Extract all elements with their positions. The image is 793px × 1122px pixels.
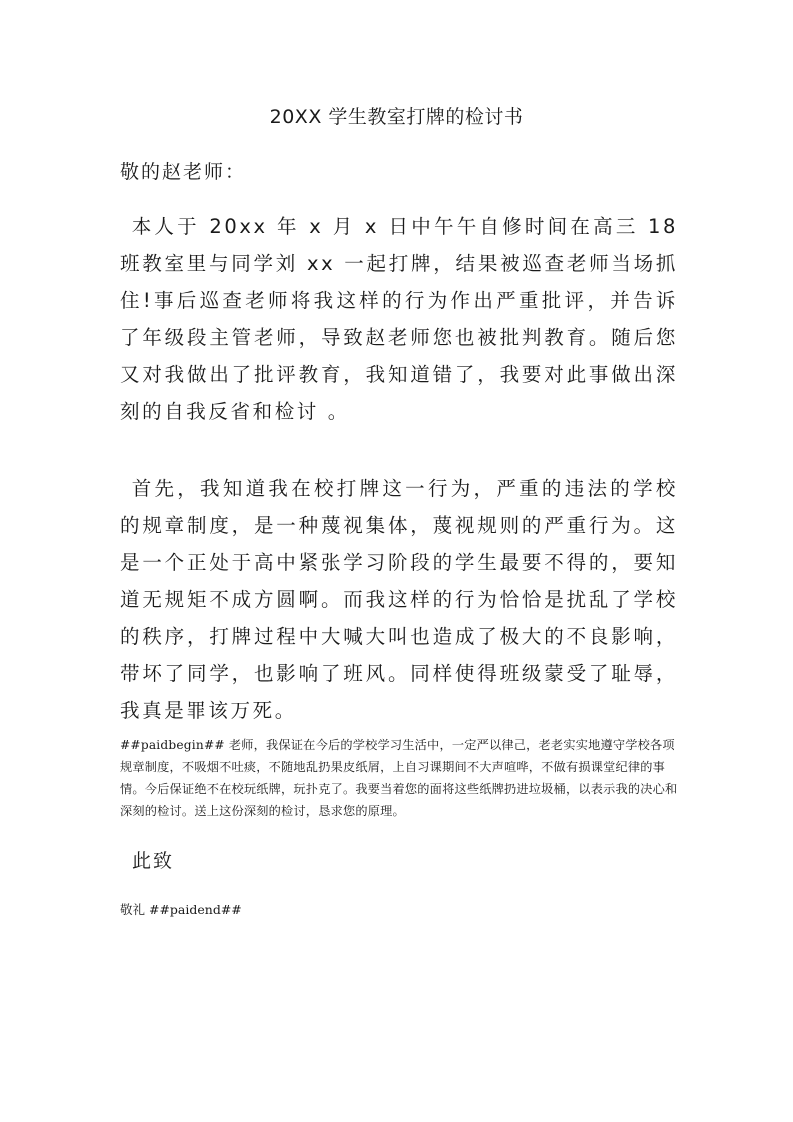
body-paragraph-1: 本人于 20xx 年 x 月 x 日中午午自修时间在高三 18 班教室里与同学刘 xx 一起打牌，结果被巡查老师当场抓住!事后巡查老师将我这样的行为作出严重批评，并告诉了年级段主管老师，导致赵老师您也被批判教育。随后您又对我做出了批评教育，我知道错了，我要对此事做出深刻的自我反省和检讨 。 bbox=[120, 215, 678, 423]
document-title: 20XX 学生教室打牌的检讨书 bbox=[269, 106, 524, 128]
salutation: 敬的赵老师： bbox=[120, 161, 247, 183]
body-paragraph-2: 首先，我知道我在校打牌这一行为，严重的违法的学校的规章制度，是一种蔑视集体，蔑视规则的严重行为。这是一个正处于高中紧张学习阶段的学生最要不得的，要知道无规矩不成方圆啊。而我这样的行为恰恰是扰乱了学校的秩序，打牌过程中大喊大叫也造成了极大的不良影响，带坏了同学，也影响了班风。同样使得班级蒙受了耻辱，我真是罪该万死。 bbox=[120, 477, 678, 722]
pledge-paragraph: ##paidbegin## 老师，我保证在今后的学校学习生活中，一定严以律己，老老实实地遵守学校各项规章制度，不吸烟不吐痰，不随地乱扔果皮纸屑，上自习课期间不大声喧哗，不做有损课堂纪律的事情。今后保证绝不在校玩纸牌，玩扑克了。我要当着您的面将这些纸牌扔进垃圾桶，以表示我的决心和深刻的检讨。送上这份深刻的检讨，恳求您的原理。 bbox=[120, 738, 678, 818]
closing-line: 此致 bbox=[132, 850, 175, 872]
regards-line: 敬礼 ##paidend## bbox=[120, 902, 242, 917]
